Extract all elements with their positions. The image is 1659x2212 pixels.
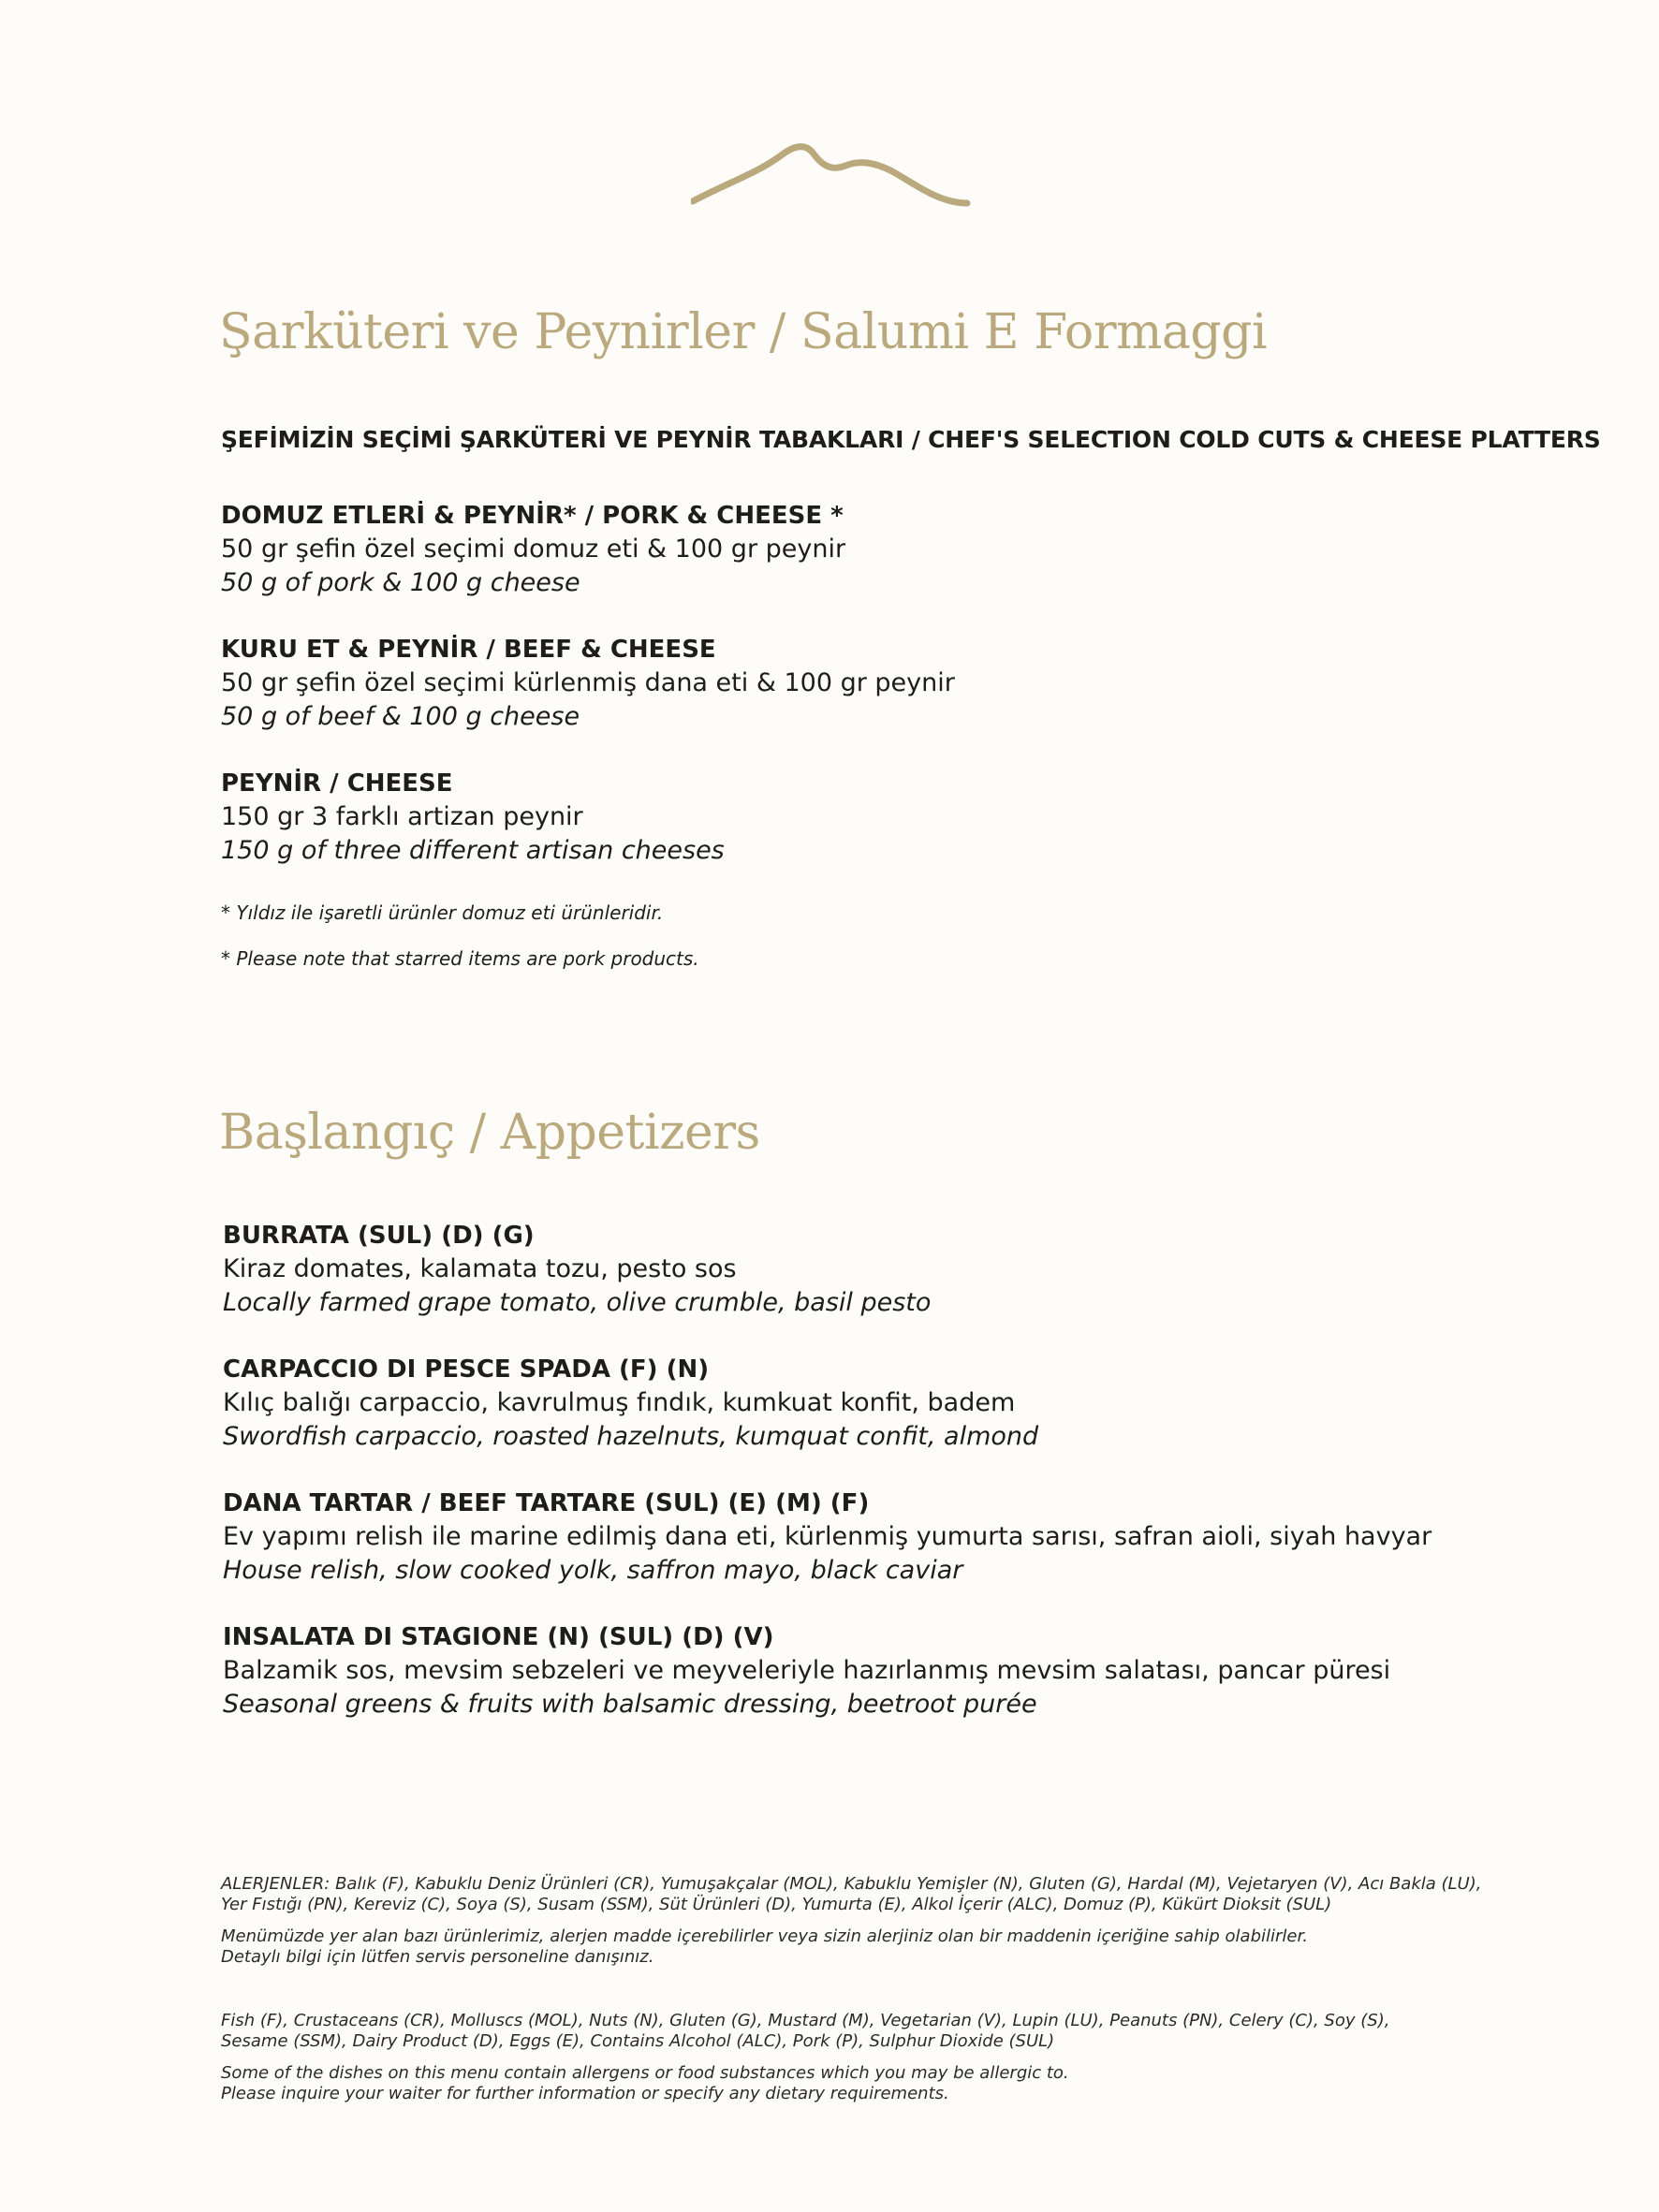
item-description-tr: Kiraz domates, kalamata tozu, pesto sos: [223, 1254, 737, 1283]
item-description-tr: 50 gr şefin özel seçimi domuz eti & 100 gr peynir: [221, 535, 846, 564]
pork-note-en: * Please note that starred items are pork products.: [221, 947, 699, 970]
item-name: KURU ET & PEYNİR / BEEF & CHEESE: [221, 636, 716, 664]
item-name: INSALATA DI STAGIONE (N) (SUL) (D) (V): [223, 1623, 774, 1651]
menu-item: [221, 767, 725, 868]
allergen-list-tr: Yer Fıstığı (PN), Kereviz (C), Soya (S), Susam (SSM), Süt Ürünleri (D), Yumurta (E), Alkol İçerir (ALC), Domuz (P), Kükürt Dioksit (SUL): [221, 1895, 1332, 1914]
menu-item: [223, 1487, 1431, 1588]
allergen-list-en: Fish (F), Crustaceans (CR), Molluscs (MOL), Nuts (N), Gluten (G), Mustard (M), Vegetarian (V), Lupin (LU), Peanuts (PN), Celery (C), Soy (S),: [221, 2011, 1390, 2030]
item-description-en: House relish, slow cooked yolk, saffron mayo, black caviar: [223, 1556, 963, 1585]
allergen-list-tr: ALERJENLER: Balık (F), Kabuklu Deniz Ürünleri (CR), Yumuşakçalar (MOL), Kabuklu Yemişler (N), Gluten (G), Hardal (M), Vejetaryen (V), Acı Bakla (LU),: [221, 1874, 1482, 1894]
section-subheading: ŞEFİMİZİN SEÇİMİ ŞARKÜTERİ VE PEYNİR TABAKLARI / CHEF'S SELECTION COLD CUTS & CHEESE PLATTERS: [221, 426, 1601, 453]
allergen-legend-en: [221, 2011, 1389, 2052]
menu-item: [223, 1620, 1390, 1721]
menu-item: [221, 499, 845, 600]
item-description-en: Swordfish carpaccio, roasted hazelnuts, kumquat confit, almond: [223, 1422, 1039, 1451]
item-description-tr: Balzamik sos, mevsim sebzeleri ve meyveleriyle hazırlanmış mevsim salatası, pancar püresi: [223, 1656, 1391, 1685]
section-title-appetizers: Başlangıç / Appetizers: [219, 1105, 760, 1161]
allergen-disclaimer-tr: [221, 1926, 1308, 1968]
menu-item: [223, 1219, 931, 1320]
allergen-legend-tr: [221, 1874, 1481, 1915]
item-name: DANA TARTAR / BEEF TARTARE (SUL) (E) (M) (F): [223, 1489, 870, 1517]
item-description-en: 150 g of three different artisan cheeses: [221, 836, 725, 865]
allergen-disclaimer-en: [221, 2063, 1069, 2104]
disclaimer-line: Menümüzde yer alan bazı ürünlerimiz, alerjen madde içerebilirler veya sizin alerjiniz olan bir maddenin içeriğine sahip olabilirler.: [221, 1926, 1308, 1946]
item-name: PEYNİR / CHEESE: [221, 769, 453, 798]
item-description-en: Seasonal greens & fruits with balsamic dressing, beetroot purée: [223, 1690, 1037, 1719]
item-description-tr: 150 gr 3 farklı artizan peynir: [221, 802, 583, 831]
section-title-charcuterie: Şarküteri ve Peynirler / Salumi E Formaggi: [219, 304, 1268, 360]
disclaimer-line: Please inquire your waiter for further information or specify any dietary requirements.: [221, 2084, 949, 2103]
item-description-tr: Kılıç balığı carpaccio, kavrulmuş fındık, kumkuat konfit, badem: [223, 1388, 1016, 1417]
menu-item: [221, 633, 955, 734]
item-description-en: Locally farmed grape tomato, olive crumble, basil pesto: [223, 1288, 932, 1317]
disclaimer-line: Detaylı bilgi için lütfen servis personeline danışınız.: [221, 1947, 654, 1967]
mountain-wave-logo-icon: [691, 136, 972, 215]
menu-item: [223, 1353, 1038, 1454]
item-description-en: 50 g of pork & 100 g cheese: [221, 568, 580, 597]
allergen-list-en: Sesame (SSM), Dairy Product (D), Eggs (E), Contains Alcohol (ALC), Pork (P), Sulphur Dioxide (SUL): [221, 2031, 1055, 2051]
disclaimer-line: Some of the dishes on this menu contain allergens or food substances which you may be allergic to.: [221, 2063, 1069, 2083]
item-name: BURRATA (SUL) (D) (G): [223, 1222, 535, 1250]
item-name: DOMUZ ETLERİ & PEYNİR* / PORK & CHEESE *: [221, 502, 844, 530]
item-description-tr: Ev yapımı relish ile marine edilmiş dana eti, kürlenmiş yumurta sarısı, safran aioli, siyah havyar: [223, 1522, 1432, 1551]
item-description-en: 50 g of beef & 100 g cheese: [221, 702, 580, 731]
pork-note-tr: * Yıldız ile işaretli ürünler domuz eti ürünleridir.: [221, 901, 664, 924]
item-name: CARPACCIO DI PESCE SPADA (F) (N): [223, 1355, 710, 1384]
item-description-tr: 50 gr şefin özel seçimi kürlenmiş dana eti & 100 gr peynir: [221, 668, 955, 697]
